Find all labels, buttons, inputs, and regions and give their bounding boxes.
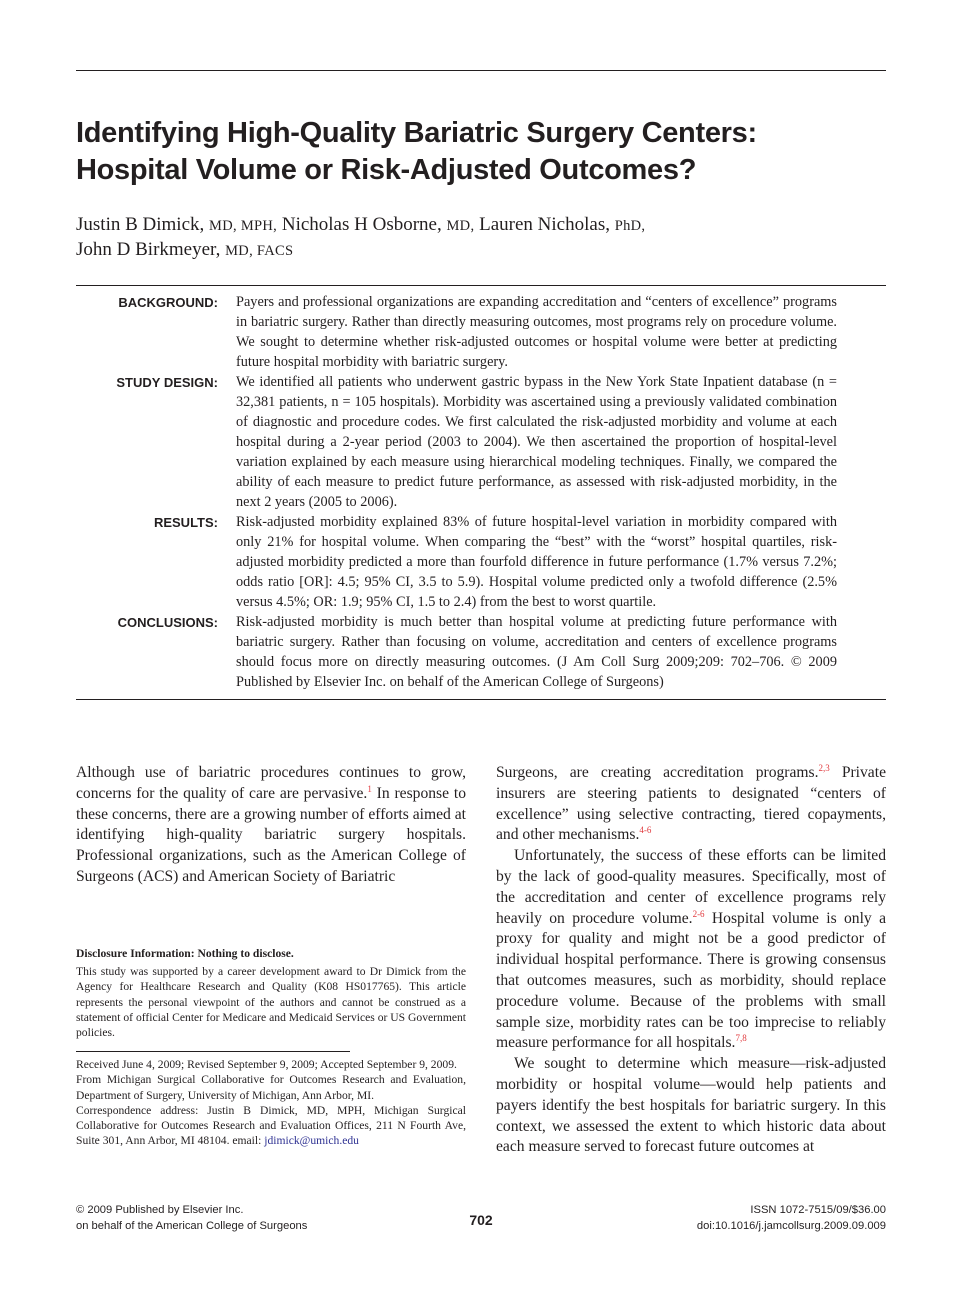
reference-link[interactable]: 2,3 [818,762,830,773]
title-line-2: Hospital Volume or Risk-Adjusted Outcomes? [76,154,697,186]
author-name: Justin B Dimick, [76,214,205,235]
support-note: This study was supported by a career development award to Dr Dimick from the Agency for Healthcare Research and Quality (K08 HS017765). This article represents the personal viewpoint of the authors and cannot be construed as a statement of official Center for Medicare and Medicaid Services or US Government policies. [76,965,466,1040]
copyright: © 2009 Published by Elsevier Inc. [76,1204,244,1216]
author-name: Lauren Nicholas, [479,214,610,235]
doi[interactable]: doi:10.1016/j.jamcollsurg.2009.09.009 [696,1219,886,1232]
body-text: Unfortunately, the success of these efforts can be limited by the lack of good-quality measures. Specifically, most of the accreditation and center of excellence programs rely heavily on procedure volume. [496,847,886,927]
disclosure-heading: Disclosure Information: Nothing to disclose. [76,947,294,960]
reference-link[interactable]: 1 [367,783,372,794]
footnote-divider [76,1051,350,1052]
abstract-label: RESULTS: [153,515,218,530]
body-column-right [496,763,886,1158]
abstract-label: STUDY DESIGN: [116,375,218,390]
body-paragraph: We sought to determine which measure—risk-adjusted morbidity or hospital volume—would help patients and payers identify the best hospitals for bariatric surgery. In this context, we assessed the extent to which historic data about each measure served to forecast future outcomes at [496,1055,886,1156]
author-name: John D Birkmeyer, [76,239,221,260]
title-line-1: Identifying High-Quality Bariatric Surgery Centers: [76,117,757,149]
abstract [76,285,886,700]
author-name: Nicholas H Osborne, [281,214,442,235]
body-text: Although use of bariatric procedures continues to grow, concerns for the quality of care are pervasive. [76,764,466,802]
author-degree: MD, MPH, [209,218,278,234]
abstract-label: CONCLUSIONS: [117,615,218,630]
body-text: Private insurers are steering patients to designated “centers of excellence” using selective contracting, tiered copayments, and other mechanisms. [496,764,886,844]
correspondence-text: Correspondence address: Justin B Dimick, MD, MPH, Michigan Surgical Collaborative for Outcomes Research and Evaluation Offices, 211 N Fourth Ave, Suite 301, Ann Arbor, MI 48104. email: [76,1103,466,1148]
abstract-section-results [76,512,886,612]
author-degree: MD, [446,218,475,234]
body-paragraph [496,846,886,1054]
abstract-text: Risk-adjusted morbidity explained 83% of future hospital-level variation in morbidity compared with only 21% for hospital volume. When comparing the “best” with the “worst” hospital quartiles, risk-adjusted morbidity predicted a more than fourfold difference in future performance (1.7% versus 7.2%; odds ratio [OR]: 4.5; 95% CI, 3.5 to 5.9). Hospital volume predicted only a twofold difference (2.5% versus 4.5%; OR: 1.9; 95% CI, 1.5 to 2.4) from the best to worst quartile. [236,514,837,610]
abstract-text: Payers and professional organizations are expanding accreditation and “centers of excellence” programs in bariatric surgery. Rather than directly measuring outcomes, most programs rely on procedure volume. We sought to determine whether risk-adjusted outcomes or hospital volume were better at predicting future hospital morbidity with bariatric surgery. [236,294,837,370]
page-number: 702 [469,1212,493,1228]
abstract-section-conclusions [76,612,886,692]
author-degree: MD, FACS [225,243,294,259]
abstract-text: Risk-adjusted morbidity is much better than hospital volume at predicting future performance with bariatric surgery. Rather than focusing on volume, accreditation and centers of excellence programs should focus more on directly measuring outcomes. (J Am Coll Surg 2009;209: 702–706. © 2009 Published by Elsevier Inc. on behalf of the American College of Surgeons) [236,614,837,690]
correspondence [76,1103,466,1149]
body-column-left [76,763,466,888]
author-list [76,213,886,263]
email-link[interactable]: jdimick@umich.edu [264,1134,359,1148]
body-paragraph [496,763,886,846]
reference-link[interactable]: 4-6 [639,825,652,836]
page-footer [76,1203,886,1239]
issn: ISSN 1072-7515/09/$36.00 [750,1204,886,1216]
abstract-section-study-design [76,372,886,512]
body-paragraph [76,763,466,888]
body-text: Hospital volume is only a proxy for quality and might not be a good predictor of individual hospital performance. There is growing consensus that outcomes measures, such as morbidity, should replace procedure volume. Because of the problems with small sample size, morbidity rates can be too imprecise to reliably measure performance for all hospitals. [496,909,886,1052]
body-text: Surgeons, are creating accreditation programs. [496,764,819,781]
publisher-note: on behalf of the American College of Surgeons [76,1219,308,1232]
affiliation: From Michigan Surgical Collaborative for Outcomes Research and Evaluation, Department of Surgery, University of Michigan, Ann Arbor, MI. [76,1073,466,1102]
abstract-text: We identified all patients who underwent gastric bypass in the New York State Inpatient database (n = 32,381 patients, n = 105 hospitals). Morbidity was ascertained using a previously validated combination of diagnostic and procedure codes. We first calculated the risk-adjusted morbidity and volume at each hospital during a 2-year period (2003 to 2004). We then ascertained the proportion of hospital-level variation explained by each measure using hierarchical modeling techniques. Finally, we compared the ability of each measure to predict future performance, as assessed with risk-adjusted morbidity, in the next 2 years (2005 to 2006). [236,374,837,510]
footer-right [697,1203,886,1234]
top-rule [76,70,886,71]
body-text: In response to these concerns, there are a growing number of efforts aimed at identifying high-quality bariatric surgery hospitals. Professional organizations, such as the American College of Surgeons (ACS) and American Society of Bariatric [76,784,466,885]
reference-link[interactable]: 2-6 [692,908,705,919]
article-title [76,115,886,189]
reference-link[interactable]: 7,8 [735,1033,747,1044]
abstract-label: BACKGROUND: [118,295,218,310]
footnote-block [76,946,466,1148]
received-dates: Received June 4, 2009; Revised September 9, 2009; Accepted September 9, 2009. [76,1058,457,1072]
abstract-section-background [76,292,886,372]
author-degree: PhD, [614,218,646,234]
